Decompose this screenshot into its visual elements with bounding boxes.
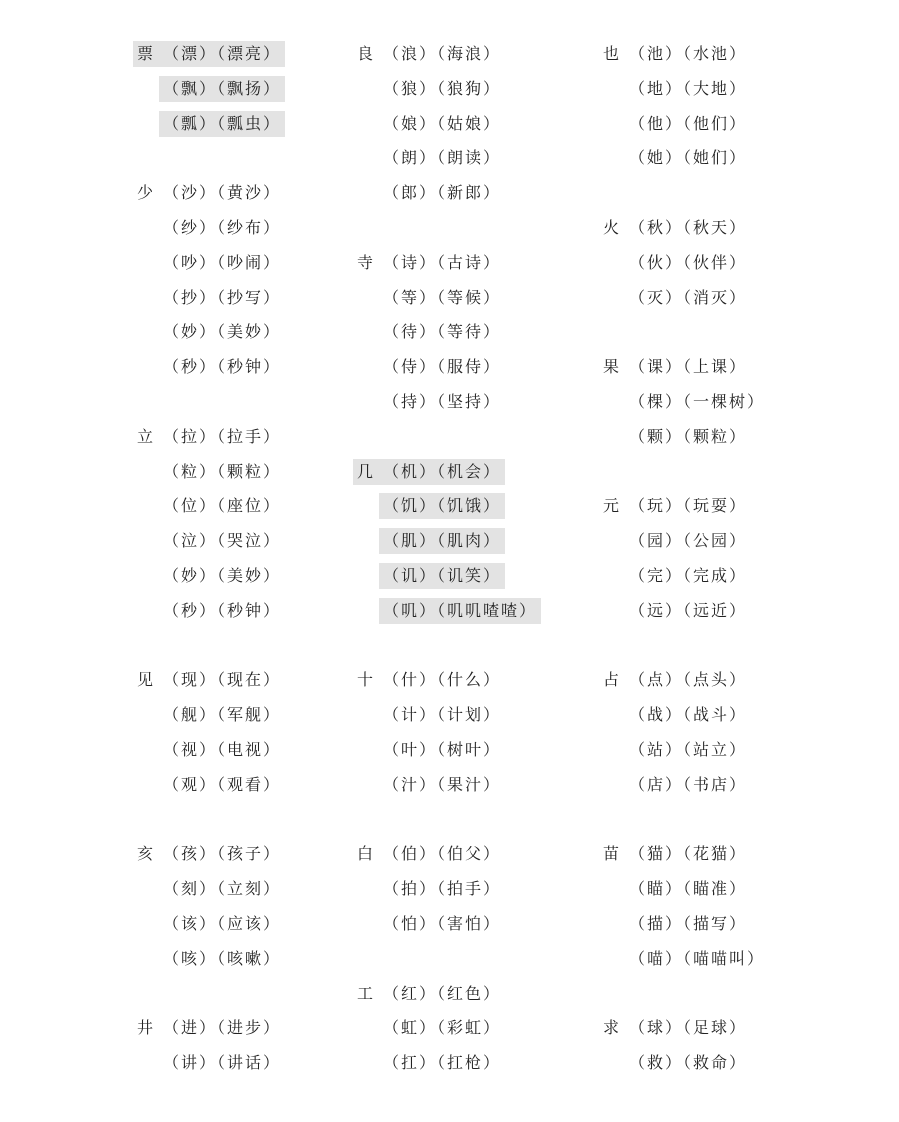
derived-entry <box>629 876 747 902</box>
character-word-pair: （浪）（海浪） <box>383 44 502 63</box>
character-word-pair: （猫）（花猫） <box>629 844 748 864</box>
root-entry <box>603 667 747 693</box>
derived-entry <box>163 1050 281 1076</box>
character-word-pair: （妙）（美妙） <box>163 322 282 342</box>
character-word-pair: （机）（机会） <box>383 461 502 481</box>
derived-entry <box>383 145 501 171</box>
character-word-pair: （等）（等候） <box>383 287 502 307</box>
derived-entry <box>163 285 281 311</box>
character-word-pair: （他）（他们） <box>629 113 748 133</box>
derived-entry <box>383 354 501 380</box>
derived-entry <box>163 459 281 485</box>
derived-entry <box>163 946 281 972</box>
character-word-pair: （狼）（狼狗） <box>383 78 502 98</box>
derived-entry <box>383 285 501 311</box>
root-character: 火 <box>603 218 622 237</box>
root-entry <box>603 354 747 380</box>
root-character: 苗 <box>603 844 622 864</box>
derived-entry <box>383 737 501 763</box>
character-word-pair: （瞄）（瞄准） <box>629 879 748 899</box>
derived-entry <box>629 76 747 102</box>
character-word-pair: （怕）（害怕） <box>383 914 502 933</box>
character-word-pair: （现）（现在） <box>163 670 282 690</box>
character-word-pair: （远）（远近） <box>629 600 748 620</box>
character-word-pair: （漂）（漂亮） <box>163 44 282 63</box>
derived-entry <box>383 180 501 206</box>
character-word-pair: （拉）（拉手） <box>163 426 282 446</box>
character-word-pair: （待）（等待） <box>383 322 502 342</box>
root-entry <box>603 41 747 67</box>
character-word-pair: （什）（什么） <box>383 670 502 690</box>
root-character: 几 <box>357 461 376 481</box>
derived-entry <box>629 911 747 937</box>
character-word-pair: （观）（观看） <box>163 774 282 794</box>
root-character: 良 <box>357 44 376 63</box>
character-word-pair: （虹）（彩虹） <box>383 1018 502 1038</box>
character-word-pair: （刻）（立刻） <box>163 879 282 899</box>
character-word-pair: （红）（红色） <box>383 983 502 1003</box>
root-entry <box>357 667 501 693</box>
character-word-pair: （粒）（颗粒） <box>163 461 282 481</box>
derived-entry <box>629 145 747 171</box>
derived-entry <box>163 737 281 763</box>
derived-entry <box>163 319 281 345</box>
derived-entry <box>163 772 281 798</box>
root-entry <box>137 180 281 206</box>
character-word-pair: （进）（进步） <box>163 1018 282 1038</box>
derived-entry <box>629 946 765 972</box>
character-word-pair: （持）（坚持） <box>383 392 502 411</box>
derived-entry <box>379 563 505 589</box>
character-word-pair: （叽）（叽叽喳喳） <box>383 600 538 620</box>
root-entry <box>137 667 281 693</box>
root-character: 元 <box>603 496 622 516</box>
root-character: 求 <box>603 1018 622 1038</box>
character-word-pair: （讲）（讲话） <box>163 1053 282 1073</box>
character-word-pair: （点）（点头） <box>629 670 748 690</box>
character-word-pair: （店）（书店） <box>629 774 748 794</box>
root-entry <box>133 41 285 67</box>
root-entry <box>353 459 505 485</box>
derived-entry <box>163 563 281 589</box>
derived-entry <box>379 598 541 624</box>
derived-entry <box>383 76 501 102</box>
character-word-pair: （地）（大地） <box>629 78 748 98</box>
character-word-pair: （秋）（秋天） <box>629 218 748 237</box>
derived-entry <box>383 702 501 728</box>
character-word-pair: （伯）（伯父） <box>383 844 502 864</box>
character-word-pair: （颗）（颗粒） <box>629 426 748 446</box>
derived-entry <box>629 424 747 450</box>
character-word-pair: （园）（公园） <box>629 531 748 551</box>
root-entry <box>137 841 281 867</box>
root-character: 白 <box>357 844 376 864</box>
character-word-pair: （完）（完成） <box>629 566 748 585</box>
character-word-pair: （朗）（朗读） <box>383 148 502 168</box>
derived-entry <box>163 876 281 902</box>
root-entry <box>357 981 501 1007</box>
root-character: 见 <box>137 670 156 690</box>
character-word-pair: （计）（计划） <box>383 705 502 725</box>
character-word-pair: （课）（上课） <box>629 357 748 377</box>
root-entry <box>603 841 747 867</box>
root-entry <box>357 841 501 867</box>
character-word-pair: （位）（座位） <box>163 496 282 516</box>
derived-entry <box>163 354 281 380</box>
character-word-pair: （她）（她们） <box>629 148 748 168</box>
derived-entry <box>629 285 747 311</box>
derived-entry <box>163 702 281 728</box>
root-entry <box>357 250 501 276</box>
root-character: 少 <box>137 183 156 203</box>
character-word-pair: （飘）（飘扬） <box>163 78 282 98</box>
character-word-pair: （池）（水池） <box>629 44 748 63</box>
character-word-pair: （肌）（肌肉） <box>383 531 502 551</box>
root-character: 工 <box>357 983 376 1003</box>
character-word-pair: （讥）（讥笑） <box>383 566 502 585</box>
character-word-pair: （郎）（新郎） <box>383 183 502 203</box>
character-word-pair: （抄）（抄写） <box>163 287 282 307</box>
character-word-pair: （站）（站立） <box>629 740 748 759</box>
derived-entry <box>383 111 501 137</box>
character-word-pair: （描）（描写） <box>629 914 748 933</box>
character-word-pair: （战）（战斗） <box>629 705 748 725</box>
root-character: 也 <box>603 44 622 63</box>
derived-entry <box>629 737 747 763</box>
derived-entry <box>629 389 765 415</box>
derived-entry <box>383 1050 501 1076</box>
derived-entry <box>159 76 285 102</box>
character-word-pair: （汁）（果汁） <box>383 774 502 794</box>
character-word-pair: （视）（电视） <box>163 740 282 759</box>
root-character: 井 <box>137 1018 156 1038</box>
derived-entry <box>163 911 281 937</box>
derived-entry <box>379 493 505 519</box>
character-word-pair: （伙）（伙伴） <box>629 252 748 272</box>
character-word-pair: （饥）（饥饿） <box>383 496 502 516</box>
root-entry <box>603 1015 747 1041</box>
derived-entry <box>629 111 747 137</box>
character-word-pair: （泣）（哭泣） <box>163 531 282 551</box>
root-character: 果 <box>603 357 622 377</box>
character-word-pair: （纱）（纱布） <box>163 218 282 237</box>
derived-entry <box>383 389 501 415</box>
character-word-pair: （棵）（一棵树） <box>629 392 766 411</box>
derived-entry <box>383 772 501 798</box>
character-word-pair: （孩）（孩子） <box>163 844 282 864</box>
character-word-pair: （秒）（秒钟） <box>163 600 282 620</box>
derived-entry <box>629 772 747 798</box>
derived-entry <box>163 493 281 519</box>
derived-entry <box>629 250 747 276</box>
character-word-pair: （扛）（扛枪） <box>383 1053 502 1073</box>
character-word-pair: （拍）（拍手） <box>383 879 502 899</box>
character-word-pair: （咳）（咳嗽） <box>163 948 282 968</box>
derived-entry <box>629 702 747 728</box>
root-character: 立 <box>137 426 156 446</box>
derived-entry <box>163 528 281 554</box>
character-word-pair: （喵）（喵喵叫） <box>629 948 766 968</box>
derived-entry <box>383 319 501 345</box>
derived-entry <box>629 563 747 589</box>
character-word-pair: （该）（应该） <box>163 914 282 933</box>
derived-entry <box>383 911 501 937</box>
character-word-pair: （舰）（军舰） <box>163 705 282 725</box>
character-word-pair: （妙）（美妙） <box>163 566 282 585</box>
derived-entry <box>383 1015 501 1041</box>
character-word-pair: （吵）（吵闹） <box>163 252 282 272</box>
derived-entry <box>629 528 747 554</box>
root-character: 十 <box>357 670 376 690</box>
root-entry <box>137 424 281 450</box>
derived-entry <box>629 598 747 624</box>
derived-entry <box>163 215 281 241</box>
derived-entry <box>379 528 505 554</box>
character-word-pair: （瓢）（瓢虫） <box>163 113 282 133</box>
character-word-pair: （灭）（消灭） <box>629 287 748 307</box>
character-word-pair: （侍）（服侍） <box>383 357 502 377</box>
root-entry <box>603 493 747 519</box>
derived-entry <box>383 876 501 902</box>
root-entry <box>137 1015 281 1041</box>
character-word-pair: （诗）（古诗） <box>383 252 502 272</box>
root-entry <box>603 215 747 241</box>
derived-entry <box>163 250 281 276</box>
character-word-pair: （玩）（玩耍） <box>629 496 748 516</box>
character-word-pair: （沙）（黄沙） <box>163 183 282 203</box>
character-word-pair: （娘）（姑娘） <box>383 113 502 133</box>
character-word-pair: （球）（足球） <box>629 1018 748 1038</box>
root-character: 票 <box>137 44 156 63</box>
derived-entry <box>159 111 285 137</box>
character-word-pair: （秒）（秒钟） <box>163 357 282 377</box>
root-entry <box>357 41 501 67</box>
root-character: 寺 <box>357 252 376 272</box>
root-character: 亥 <box>137 844 156 864</box>
character-word-pair: （救）（救命） <box>629 1053 748 1073</box>
root-character: 占 <box>603 670 622 690</box>
derived-entry <box>629 1050 747 1076</box>
derived-entry <box>163 598 281 624</box>
character-word-pair: （叶）（树叶） <box>383 740 502 759</box>
